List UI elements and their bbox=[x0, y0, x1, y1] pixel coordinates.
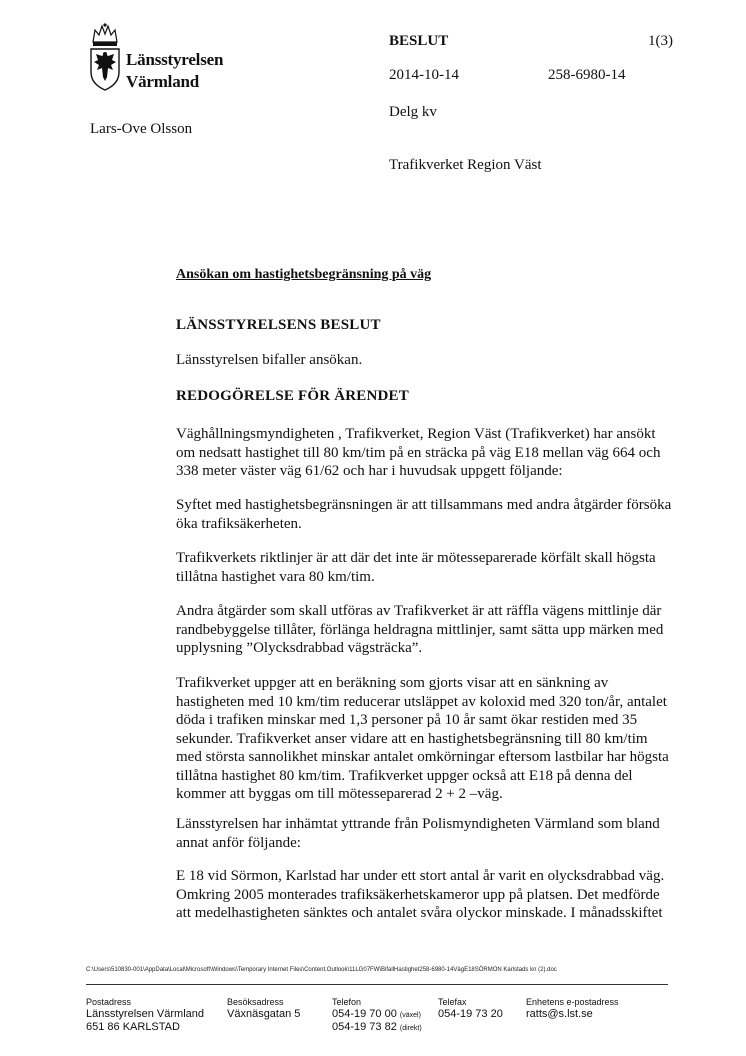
paragraph-line: med största sannolikhet minskar antalet omkörningar eftersom lastbilar har högsta bbox=[176, 749, 669, 765]
decision-text: Länsstyrelsen bifaller ansökan. bbox=[176, 352, 363, 368]
org-name-line2: Värmland bbox=[126, 72, 200, 91]
phone-label: Telefon bbox=[332, 997, 362, 1007]
decision-date: 2014-10-14 bbox=[389, 67, 459, 83]
paragraph bbox=[176, 549, 696, 586]
paragraph bbox=[176, 674, 696, 804]
paragraph-line: Väghållningsmyndigheten , Trafikverket, Region Väst (Trafikverket) har ansökt bbox=[176, 426, 656, 442]
diary-number: 258-6980-14 bbox=[548, 67, 626, 83]
paragraph-line: 338 meter väster väg 61/62 och har i huvudsak uppgett följande: bbox=[176, 463, 563, 479]
file-path: C:\Users\510830-001\AppData\Local\Microsoft\Windows\Temporary Internet Files\Content.Outlook\11LG07FW\BifallHastighet258-6980-14VägE18SÖRMON Karlstads kn (2).doc bbox=[86, 967, 557, 973]
paragraph-line: Trafikverket uppger att en beräkning som gjorts visar att en sänkning av bbox=[176, 675, 609, 691]
phone-direct bbox=[332, 1021, 422, 1033]
phone-number: 054-19 73 82 bbox=[332, 1021, 397, 1033]
paragraph-line: Andra åtgärder som skall utföras av Trafikverket är att räffla vägens mittlinje där bbox=[176, 603, 662, 619]
paragraph-line: Trafikverkets riktlinjer är att där det inte är mötesseparerade körfält skall högsta bbox=[176, 550, 656, 566]
paragraph-line: sekunder. Trafikverket anser vidare att en hastighetsbegränsning till 80 km/tim bbox=[176, 730, 648, 747]
org-name-line1: Länsstyrelsen bbox=[126, 50, 224, 69]
recipient-name: Lars-Ove Olsson bbox=[90, 121, 193, 137]
paragraph-line: öka trafiksäkerheten. bbox=[176, 515, 302, 532]
paragraph bbox=[176, 867, 696, 923]
page-number: 1(3) bbox=[648, 33, 673, 49]
document-type: BESLUT bbox=[389, 33, 449, 49]
section-heading-decision: LÄNSSTYRELSENS BESLUT bbox=[176, 317, 381, 333]
paragraph bbox=[176, 602, 696, 658]
paragraph-line: annat anför följande: bbox=[176, 834, 301, 851]
phone-note: (växel) bbox=[399, 1012, 421, 1019]
paragraph-line: Länsstyrelsen har inhämtat yttrande från Polismyndigheten Värmland som bland bbox=[176, 816, 660, 832]
paragraph-line: tillåtna hastighet vara 80 km/tim. bbox=[176, 568, 375, 585]
phone-switchboard bbox=[332, 1008, 421, 1020]
paragraph-line: E 18 vid Sörmon, Karlstad har under ett stort antal år varit en olycksdrabbad väg. bbox=[176, 868, 665, 884]
delivery-method: Delg kv bbox=[389, 104, 437, 120]
paragraph-line: Syftet med hastighetsbegränsningen är att tillsammans med andra åtgärder försöka bbox=[176, 497, 672, 513]
email-label: Enhetens e-postadress bbox=[526, 997, 619, 1007]
phone-number: 054-19 70 00 bbox=[332, 1008, 397, 1020]
fax-number: 054-19 73 20 bbox=[438, 1008, 503, 1020]
paragraph bbox=[176, 496, 696, 533]
fax-label: Telefax bbox=[438, 997, 467, 1007]
paragraph-line: kommer att byggas om till mötesseparerad 2 + 2 –väg. bbox=[176, 786, 503, 802]
paragraph-line: hastigheten med 10 km/tim reducerar utsläppet av koloxid med 320 ton/år, antalet bbox=[176, 693, 667, 710]
paragraph-line: tillåtna hastighet 80 km/tim. Trafikverket uppger också att E18 på denna del bbox=[176, 767, 633, 784]
addressee: Trafikverket Region Väst bbox=[389, 157, 542, 173]
paragraph-line: döda i trafiken minskar med 1,3 personer på 10 år samt ökar restiden med 35 bbox=[176, 712, 638, 728]
visit-address-label: Besöksadress bbox=[227, 997, 284, 1007]
paragraph-line: att medelhastigheten sänktes och antalet svåra olyckor minskade. I månadsskiftet bbox=[176, 905, 663, 921]
postal-address-line2: 651 86 KARLSTAD bbox=[86, 1021, 180, 1033]
paragraph bbox=[176, 425, 696, 481]
footer-divider bbox=[86, 984, 668, 985]
coat-of-arms-logo bbox=[88, 22, 122, 92]
section-heading-background: REDOGÖRELSE FÖR ÄRENDET bbox=[176, 388, 409, 404]
email-address: ratts@s.lst.se bbox=[526, 1008, 593, 1020]
paragraph bbox=[176, 815, 696, 852]
visit-address: Växnäsgatan 5 bbox=[227, 1008, 301, 1020]
paragraph-line: om nedsatt hastighet till 80 km/tim på en sträcka på väg E18 mellan väg 664 och bbox=[176, 444, 661, 461]
postal-address-line1: Länsstyrelsen Värmland bbox=[86, 1008, 205, 1020]
phone-note: (direkt) bbox=[399, 1025, 422, 1032]
postal-address-label: Postadress bbox=[86, 997, 132, 1007]
paragraph-line: upplysning ”Olycksdrabbad vägsträcka”. bbox=[176, 640, 423, 656]
subject-heading: Ansökan om hastighetsbegränsning på väg bbox=[176, 267, 432, 282]
paragraph-line: Omkring 2005 monterades trafiksäkerhetskameror upp på platsen. Det medförde bbox=[176, 886, 660, 903]
paragraph-line: randbebyggelse tillåter, förlänga heldragna mittlinjer, samt sätta upp märken med bbox=[176, 621, 664, 638]
